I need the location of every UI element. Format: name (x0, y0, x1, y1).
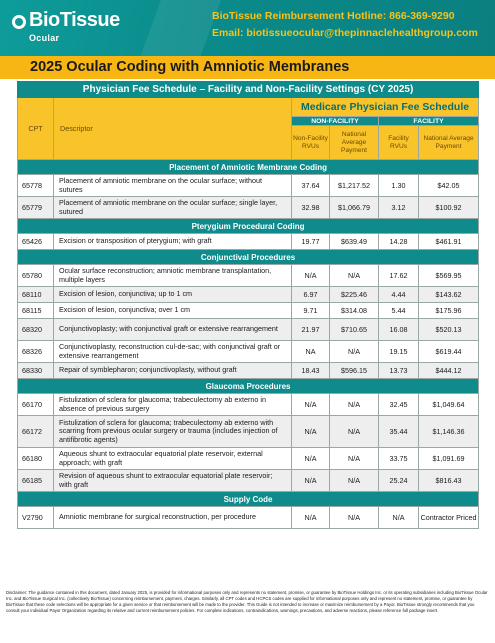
column-header-f-rvus: Facility RVUs (379, 126, 419, 160)
cpt-code-cell: 66185 (18, 470, 54, 492)
nf-rvu-cell: N/A (292, 507, 330, 529)
nf-rvu-cell: 18.43 (292, 363, 330, 379)
cpt-code-cell: 65779 (18, 197, 54, 219)
cpt-code-cell: 65778 (18, 175, 54, 197)
descriptor-cell: Conjunctivoplasty; with conjunctival graft or extensive rearrangement (54, 319, 292, 341)
cpt-code-cell: 65780 (18, 265, 54, 287)
f-rvu-cell: 16.08 (379, 319, 419, 341)
nf-payment-cell: $710.65 (330, 319, 379, 341)
section-title: Conjunctival Procedures (18, 250, 479, 265)
nf-rvu-cell: N/A (292, 448, 330, 470)
nf-payment-cell: $225.46 (330, 287, 379, 303)
f-rvu-cell: 19.15 (379, 341, 419, 363)
f-payment-cell: $520.13 (419, 319, 479, 341)
f-payment-cell: Contractor Priced (419, 507, 479, 529)
f-payment-cell: $42.05 (419, 175, 479, 197)
nf-rvu-cell: 37.64 (292, 175, 330, 197)
nf-payment-cell: $596.15 (330, 363, 379, 379)
nf-payment-cell: N/A (330, 470, 379, 492)
descriptor-cell: Excision of lesion, conjunctiva; over 1 cm (54, 303, 292, 319)
section-title: Glaucoma Procedures (18, 379, 479, 394)
cpt-code-cell: V2790 (18, 507, 54, 529)
fee-schedule-table-wrap (17, 81, 478, 529)
f-rvu-cell: 35.44 (379, 416, 419, 448)
table-row (18, 416, 479, 448)
descriptor-cell: Placement of amniotic membrane on the ocular surface; single layer, sutured (54, 197, 292, 219)
fee-schedule-table (17, 81, 479, 529)
f-payment-cell: $816.43 (419, 470, 479, 492)
cpt-code-cell: 65426 (18, 234, 54, 250)
nf-payment-cell: $639.49 (330, 234, 379, 250)
f-rvu-cell: 14.28 (379, 234, 419, 250)
f-payment-cell: $143.62 (419, 287, 479, 303)
column-header-nf-payment: National Average Payment (330, 126, 379, 160)
nf-payment-cell: $314.08 (330, 303, 379, 319)
section-header-row (18, 250, 479, 265)
descriptor-cell: Ocular surface reconstruction; amniotic membrane transplantation, multiple layers (54, 265, 292, 287)
logo-ring-icon (12, 15, 26, 29)
table-row (18, 303, 479, 319)
nf-payment-cell: N/A (330, 416, 379, 448)
nf-rvu-cell: 6.97 (292, 287, 330, 303)
column-header-descriptor: Descriptor (54, 98, 292, 160)
f-payment-cell: $461.91 (419, 234, 479, 250)
nf-rvu-cell: N/A (292, 470, 330, 492)
logo-brand-text: BioTissue (29, 9, 120, 31)
descriptor-cell: Aqueous shunt to extraocular equatorial plate reservoir, external approach; with graft (54, 448, 292, 470)
section-header-row (18, 160, 479, 175)
descriptor-cell: Repair of symblepharon; conjunctivoplasty, without graft (54, 363, 292, 379)
nf-payment-cell: N/A (330, 448, 379, 470)
table-row (18, 234, 479, 250)
descriptor-cell: Revision of aqueous shunt to extraocular equatorial plate reservoir; with graft (54, 470, 292, 492)
nf-rvu-cell: 32.98 (292, 197, 330, 219)
cpt-code-cell: 66180 (18, 448, 54, 470)
f-payment-cell: $569.95 (419, 265, 479, 287)
header-banner (0, 0, 495, 56)
cpt-code-cell: 66170 (18, 394, 54, 416)
table-row (18, 175, 479, 197)
f-rvu-cell: 4.44 (379, 287, 419, 303)
contact-info (212, 8, 478, 42)
nf-rvu-cell: N/A (292, 416, 330, 448)
section-header-row (18, 492, 479, 507)
page-title: 2025 Ocular Coding with Amniotic Membranes (30, 59, 350, 75)
table-row (18, 197, 479, 219)
hotline-text: BioTissue Reimbursement Hotline: 866-369-9290 (212, 10, 455, 22)
f-rvu-cell: 5.44 (379, 303, 419, 319)
logo-brand (12, 9, 120, 32)
column-group-facility: FACILITY (379, 117, 479, 126)
f-payment-cell: $1,146.36 (419, 416, 479, 448)
table-row (18, 394, 479, 416)
f-rvu-cell: N/A (379, 507, 419, 529)
descriptor-cell: Placement of amniotic membrane on the ocular surface; without sutures (54, 175, 292, 197)
section-title: Pterygium Procedural Coding (18, 219, 479, 234)
f-rvu-cell: 33.75 (379, 448, 419, 470)
table-caption-row (18, 82, 479, 98)
descriptor-cell: Amniotic membrane for surgical reconstruction, per procedure (54, 507, 292, 529)
section-header-row (18, 379, 479, 394)
cpt-code-cell: 68115 (18, 303, 54, 319)
f-payment-cell: $1,091.69 (419, 448, 479, 470)
table-row (18, 341, 479, 363)
column-header-nf-rvus: Non-Facility RVUs (292, 126, 330, 160)
table-row (18, 448, 479, 470)
email-text: Email: biotissueocular@thepinnaclehealthgroup.com (212, 27, 478, 39)
section-title: Supply Code (18, 492, 479, 507)
cpt-code-cell: 68330 (18, 363, 54, 379)
nf-rvu-cell: N/A (292, 394, 330, 416)
biotissue-logo (12, 9, 120, 43)
f-rvu-cell: 3.12 (379, 197, 419, 219)
descriptor-cell: Conjunctivoplasty, reconstruction cul-de-sac; with conjunctival graft or extensive rearrangement (54, 341, 292, 363)
f-rvu-cell: 13.73 (379, 363, 419, 379)
cpt-code-cell: 68326 (18, 341, 54, 363)
table-row (18, 265, 479, 287)
nf-rvu-cell: 9.71 (292, 303, 330, 319)
f-payment-cell: $619.44 (419, 341, 479, 363)
descriptor-cell: Excision or transposition of pterygium; with graft (54, 234, 292, 250)
table-row (18, 363, 479, 379)
table-row (18, 507, 479, 529)
f-payment-cell: $1,049.64 (419, 394, 479, 416)
nf-rvu-cell: 19.77 (292, 234, 330, 250)
f-rvu-cell: 32.45 (379, 394, 419, 416)
cpt-code-cell: 66172 (18, 416, 54, 448)
table-row (18, 470, 479, 492)
nf-payment-cell: N/A (330, 507, 379, 529)
section-header-row (18, 219, 479, 234)
disclaimer: Disclaimer: The guidance contained in this document, dated January 2025, is provided for informational purposes only and represents no statement, promise, or guarantee by BioTissue Holdings Inc. or its operating subsidiaries including BioTissue Ocular Inc. and BioTissue Surgical Inc. (collectively BioTissue) concerning reimbursement, payment, charges. Similarly, all CPT codes and HCPCS codes are supplied for informational purposes only and represent no statement, promise, or guarantee by BioTissue that these code selections will be appropriate for a given service or that reimbursement will be made to the provider. This Guide is not intended to increase or maximize reimbursement by a Payor. BioTissue strongly recommends that you consult your individual Payor Organization regarding its relative and current reimbursement policies. For complete indications, contraindications, warnings, precautions, and adverse reactions, please reference full package insert. (6, 590, 488, 613)
descriptor-cell: Excision of lesion, conjunctiva; up to 1 cm (54, 287, 292, 303)
section-title: Placement of Amniotic Membrane Coding (18, 160, 479, 175)
table-body (18, 160, 479, 529)
f-rvu-cell: 25.24 (379, 470, 419, 492)
f-payment-cell: $175.96 (419, 303, 479, 319)
cpt-code-cell: 68110 (18, 287, 54, 303)
cpt-code-cell: 68320 (18, 319, 54, 341)
table-caption: Physician Fee Schedule – Facility and Non-Facility Settings (CY 2025) (18, 82, 479, 98)
f-payment-cell: $444.12 (419, 363, 479, 379)
f-rvu-cell: 1.30 (379, 175, 419, 197)
f-rvu-cell: 17.62 (379, 265, 419, 287)
nf-payment-cell: N/A (330, 265, 379, 287)
nf-payment-cell: $1,217.52 (330, 175, 379, 197)
nf-rvu-cell: N/A (292, 265, 330, 287)
descriptor-cell: Fistulization of sclera for glaucoma; trabeculectomy ab externo in absence of previous surgery (54, 394, 292, 416)
table-row (18, 287, 479, 303)
column-header-f-payment: National Average Payment (419, 126, 479, 160)
logo-sub-text: Ocular (29, 33, 60, 43)
title-bar (0, 56, 495, 79)
nf-payment-cell: N/A (330, 341, 379, 363)
table-row (18, 319, 479, 341)
nf-payment-cell: N/A (330, 394, 379, 416)
nf-rvu-cell: NA (292, 341, 330, 363)
table-header-row-1 (18, 98, 479, 117)
column-header-cpt: CPT (18, 98, 54, 160)
nf-payment-cell: $1,066.79 (330, 197, 379, 219)
f-payment-cell: $100.92 (419, 197, 479, 219)
column-group-non-facility: NON-FACILITY (292, 117, 379, 126)
nf-rvu-cell: 21.97 (292, 319, 330, 341)
descriptor-cell: Fistulization of sclera for glaucoma; trabeculectomy ab externo with scarring from previous ocular surgery or trauma (includes injection of antifibrotic agents) (54, 416, 292, 448)
column-header-mpfs: Medicare Physician Fee Schedule (292, 98, 479, 117)
